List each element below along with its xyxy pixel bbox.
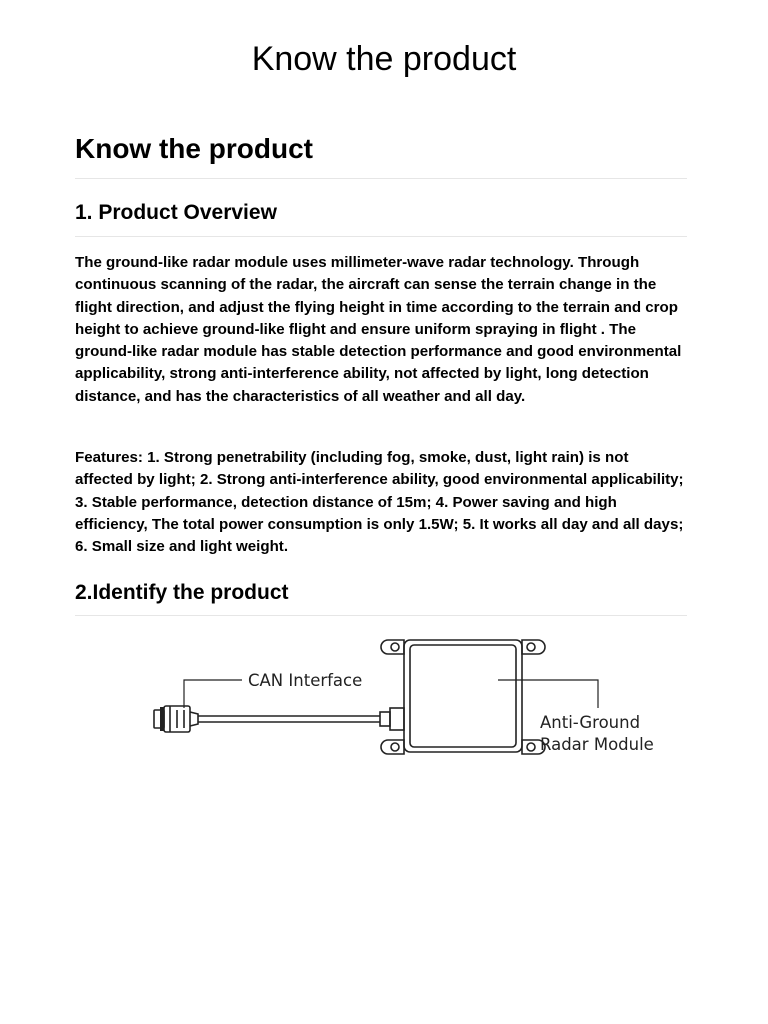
label-radar-module-line1: Anti-Ground (540, 713, 641, 732)
section-identify-product-title: 2.Identify the product (75, 581, 289, 604)
callout-lines (184, 680, 598, 708)
can-connector-icon (154, 706, 198, 732)
heading-divider (75, 178, 687, 179)
article-heading: Know the product (75, 133, 313, 164)
overview-paragraph: The ground-like radar module uses millimeter-wave radar technology. Through continuous scanning of the radar, the aircraft can sense the terrain change in the flight direction, and adjust the flying height in time according to the terrain and crop height to achieve ground-like flight and ensure uniform spraying in flight . The ground-like radar module has stable detection performance and good environmental applicability, strong anti-interference ability, not affected by light, long detection distance, and has the characteristics of all weather and all day. (75, 254, 682, 405)
features-paragraph: Features: 1. Strong penetrability (including fog, smoke, dust, light rain) is not affected by light; 2. Strong anti-interference ability, good environmental applicability; 3. Stable performance, detection distance of 15m; 4. Power saving and high efficiency, The total power consumption is only 1.5W; 5. It works all day and all days; 6. Small size and light weight. (75, 449, 684, 556)
section-product-overview-title: 1. Product Overview (75, 201, 277, 224)
product-diagram (140, 628, 680, 768)
section-divider (75, 236, 687, 237)
cable-line (198, 708, 404, 730)
label-can-interface: CAN Interface (248, 671, 363, 690)
label-radar-module-line2: Radar Module (540, 735, 654, 754)
radar-module-icon (381, 640, 545, 754)
page-title: Know the product (251, 40, 517, 78)
section-divider (75, 615, 687, 616)
